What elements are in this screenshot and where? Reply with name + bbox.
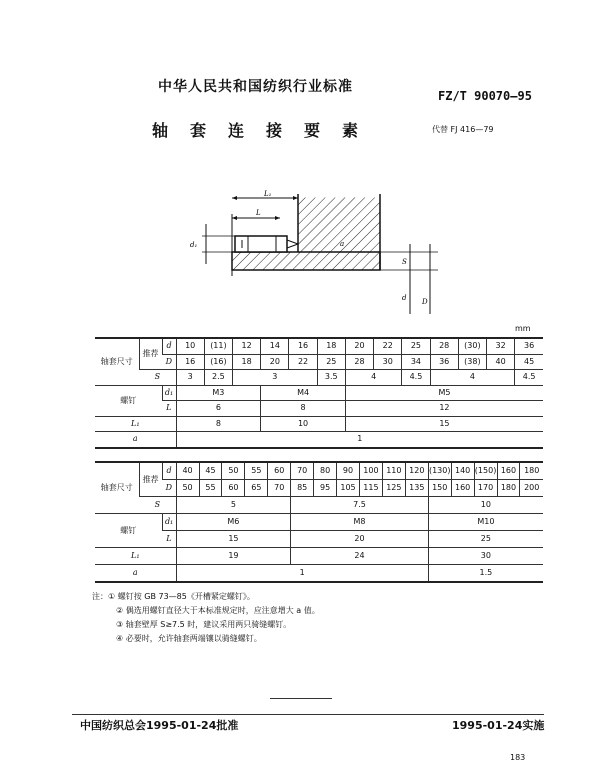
- table-cell: 12: [233, 338, 261, 354]
- table-row: [95, 462, 543, 480]
- table-cell: 16: [289, 338, 317, 354]
- table-cell: 36: [515, 338, 543, 354]
- table-row: [95, 432, 543, 448]
- table-cell: 115: [359, 480, 382, 497]
- table-cell: 25: [402, 338, 430, 354]
- table-row: [95, 354, 543, 370]
- table-row: [95, 480, 543, 497]
- table-cell: 150: [428, 480, 451, 497]
- table-cell: 60: [222, 480, 245, 497]
- table-cell: 55: [199, 480, 222, 497]
- table-cell: 16: [176, 354, 204, 370]
- approval-line: 中国纺织总会1995-01-24批准: [80, 719, 239, 732]
- table-cell: (150): [474, 462, 497, 480]
- table-cell: 3: [233, 370, 318, 386]
- table-cell: 85: [291, 480, 314, 497]
- table-cell: 36: [430, 354, 458, 370]
- label-l: L: [256, 209, 261, 217]
- table-cell: M8: [291, 514, 429, 531]
- d-symbol: d: [162, 338, 176, 354]
- table-cell: 6: [176, 401, 261, 417]
- table-cell: (30): [458, 338, 486, 354]
- table-cell: 40: [486, 354, 514, 370]
- d1-symbol: d₁: [162, 514, 176, 531]
- table-cell: 180: [520, 462, 543, 480]
- table-cell: 50: [176, 480, 199, 497]
- table-cell: 1: [176, 565, 428, 583]
- note-1: 注：① 螺钉按 GB 73—85《开槽紧定螺钉》。: [92, 592, 255, 601]
- table-cell: 140: [451, 462, 474, 480]
- L1-symbol: L₁: [95, 548, 176, 565]
- table-cell: 4.5: [515, 370, 543, 386]
- S-symbol: S: [139, 370, 176, 386]
- table-row: [95, 531, 543, 548]
- table-cell: 90: [337, 462, 360, 480]
- table-cell: 170: [474, 480, 497, 497]
- table-cell: 5: [176, 497, 291, 514]
- sleeve-section: [298, 196, 380, 252]
- table-cell: 70: [291, 462, 314, 480]
- table-cell: 80: [314, 462, 337, 480]
- standard-code: FZ/T 90070—95: [438, 89, 532, 103]
- table-cell: 15: [176, 531, 291, 548]
- table-cell: 25: [428, 531, 543, 548]
- table-cell: 180: [497, 480, 520, 497]
- table-row: [95, 514, 543, 531]
- table-cell: 125: [382, 480, 405, 497]
- table-cell: 20: [345, 338, 373, 354]
- label-l1: L₁: [264, 190, 272, 198]
- S-symbol: S: [139, 497, 176, 514]
- D-symbol: D: [162, 354, 176, 370]
- table-cell: 30: [374, 354, 402, 370]
- table-cell: 22: [374, 338, 402, 354]
- table-cell: 10: [176, 338, 204, 354]
- dimension-table-1: [95, 337, 543, 449]
- table-cell: 34: [402, 354, 430, 370]
- table-cell: 100: [359, 462, 382, 480]
- label-D: D: [422, 298, 428, 306]
- D-symbol: D: [162, 480, 176, 497]
- note-3: ③ 轴套壁厚 S≥7.5 时，建议采用两只骑缝螺钉。: [116, 620, 292, 629]
- table-cell: 8: [261, 401, 346, 417]
- table-row: [95, 497, 543, 514]
- L1-symbol: L₁: [95, 416, 176, 432]
- table-cell: 110: [382, 462, 405, 480]
- table-cell: 10: [261, 416, 346, 432]
- table-cell: 1.5: [428, 565, 543, 583]
- d-symbol: d: [162, 462, 176, 480]
- unit-label: mm: [515, 324, 531, 333]
- standard-category-title: 中华人民共和国纺织行业标准: [158, 79, 353, 95]
- table-cell: 45: [199, 462, 222, 480]
- table-cell: 20: [261, 354, 289, 370]
- label-s: S: [402, 258, 407, 266]
- table-cell: M3: [176, 385, 261, 401]
- table-cell: 3.5: [317, 370, 345, 386]
- table-cell: 24: [291, 548, 429, 565]
- table-cell: 55: [245, 462, 268, 480]
- table-cell: 22: [289, 354, 317, 370]
- notes: [92, 590, 320, 646]
- recommend-label: 推荐: [139, 338, 162, 370]
- notes-end-rule: [270, 698, 332, 699]
- d1-symbol: d₁: [162, 385, 176, 401]
- table-row: [95, 338, 543, 354]
- label-d1: d₁: [190, 241, 198, 249]
- recommend-label: 推荐: [139, 462, 162, 497]
- table-cell: 15: [345, 416, 543, 432]
- dimension-table-2: [95, 461, 543, 583]
- table-row: [95, 370, 543, 386]
- replaces-note: 代替 FJ 416—79: [432, 125, 494, 134]
- a-symbol: a: [95, 565, 176, 583]
- table-cell: (11): [204, 338, 232, 354]
- table-cell: M6: [176, 514, 291, 531]
- table-cell: 160: [497, 462, 520, 480]
- table-row: [95, 548, 543, 565]
- sleeve-connection-drawing: [180, 184, 450, 314]
- table-cell: 200: [520, 480, 543, 497]
- table-cell: (38): [458, 354, 486, 370]
- screw-label: 螺钉: [95, 514, 162, 548]
- table-cell: 8: [176, 416, 261, 432]
- table-cell: 3: [176, 370, 204, 386]
- table-cell: 4.5: [402, 370, 430, 386]
- note-2: ② 偶选用螺钉直径大于本标准规定时，应注意增大 a 值。: [116, 606, 320, 615]
- table-cell: (16): [204, 354, 232, 370]
- table-cell: M5: [345, 385, 543, 401]
- table-cell: 60: [268, 462, 291, 480]
- sleeve-size-label: 轴套尺寸: [95, 338, 139, 385]
- L-symbol: L: [162, 531, 176, 548]
- shaft-section: [232, 252, 380, 270]
- table-cell: 105: [337, 480, 360, 497]
- note-4: ④ 必要时，允许轴套两端镶以骑缝螺钉。: [116, 634, 262, 643]
- table-cell: 32: [486, 338, 514, 354]
- table-cell: 70: [268, 480, 291, 497]
- table-cell: 18: [233, 354, 261, 370]
- table-cell: 45: [515, 354, 543, 370]
- table-cell: 65: [245, 480, 268, 497]
- footer-rule: [72, 714, 544, 715]
- table-cell: 14: [261, 338, 289, 354]
- table-cell: 10: [428, 497, 543, 514]
- table-row: [95, 385, 543, 401]
- table-cell: 28: [345, 354, 373, 370]
- table-cell: 25: [317, 354, 345, 370]
- table-cell: 12: [345, 401, 543, 417]
- set-screw: [235, 236, 287, 252]
- label-a: a: [340, 240, 345, 248]
- a-symbol: a: [95, 432, 176, 448]
- table-cell: 40: [176, 462, 199, 480]
- table-cell: (130): [428, 462, 451, 480]
- table-cell: 30: [428, 548, 543, 565]
- page-number: 183: [510, 753, 526, 762]
- table-cell: 4: [345, 370, 401, 386]
- implementation-date: 1995-01-24实施: [452, 719, 545, 732]
- table-cell: 4: [430, 370, 515, 386]
- table-cell: 20: [291, 531, 429, 548]
- table-cell: 120: [405, 462, 428, 480]
- table-cell: 1: [176, 432, 543, 448]
- screw-label: 螺钉: [95, 385, 162, 416]
- L-symbol: L: [162, 401, 176, 417]
- table-cell: 19: [176, 548, 291, 565]
- label-d: d: [402, 294, 407, 302]
- table-cell: 95: [314, 480, 337, 497]
- table-cell: 50: [222, 462, 245, 480]
- document-title: 轴套连接要素: [152, 121, 381, 140]
- table-row: [95, 401, 543, 417]
- table-cell: 7.5: [291, 497, 429, 514]
- table-cell: 160: [451, 480, 474, 497]
- table-cell: 2.5: [204, 370, 232, 386]
- table-cell: 18: [317, 338, 345, 354]
- table-row: [95, 416, 543, 432]
- table-row: [95, 565, 543, 583]
- sleeve-size-label: 轴套尺寸: [95, 462, 139, 514]
- table-cell: 28: [430, 338, 458, 354]
- table-cell: M10: [428, 514, 543, 531]
- table-cell: 135: [405, 480, 428, 497]
- table-cell: M4: [261, 385, 346, 401]
